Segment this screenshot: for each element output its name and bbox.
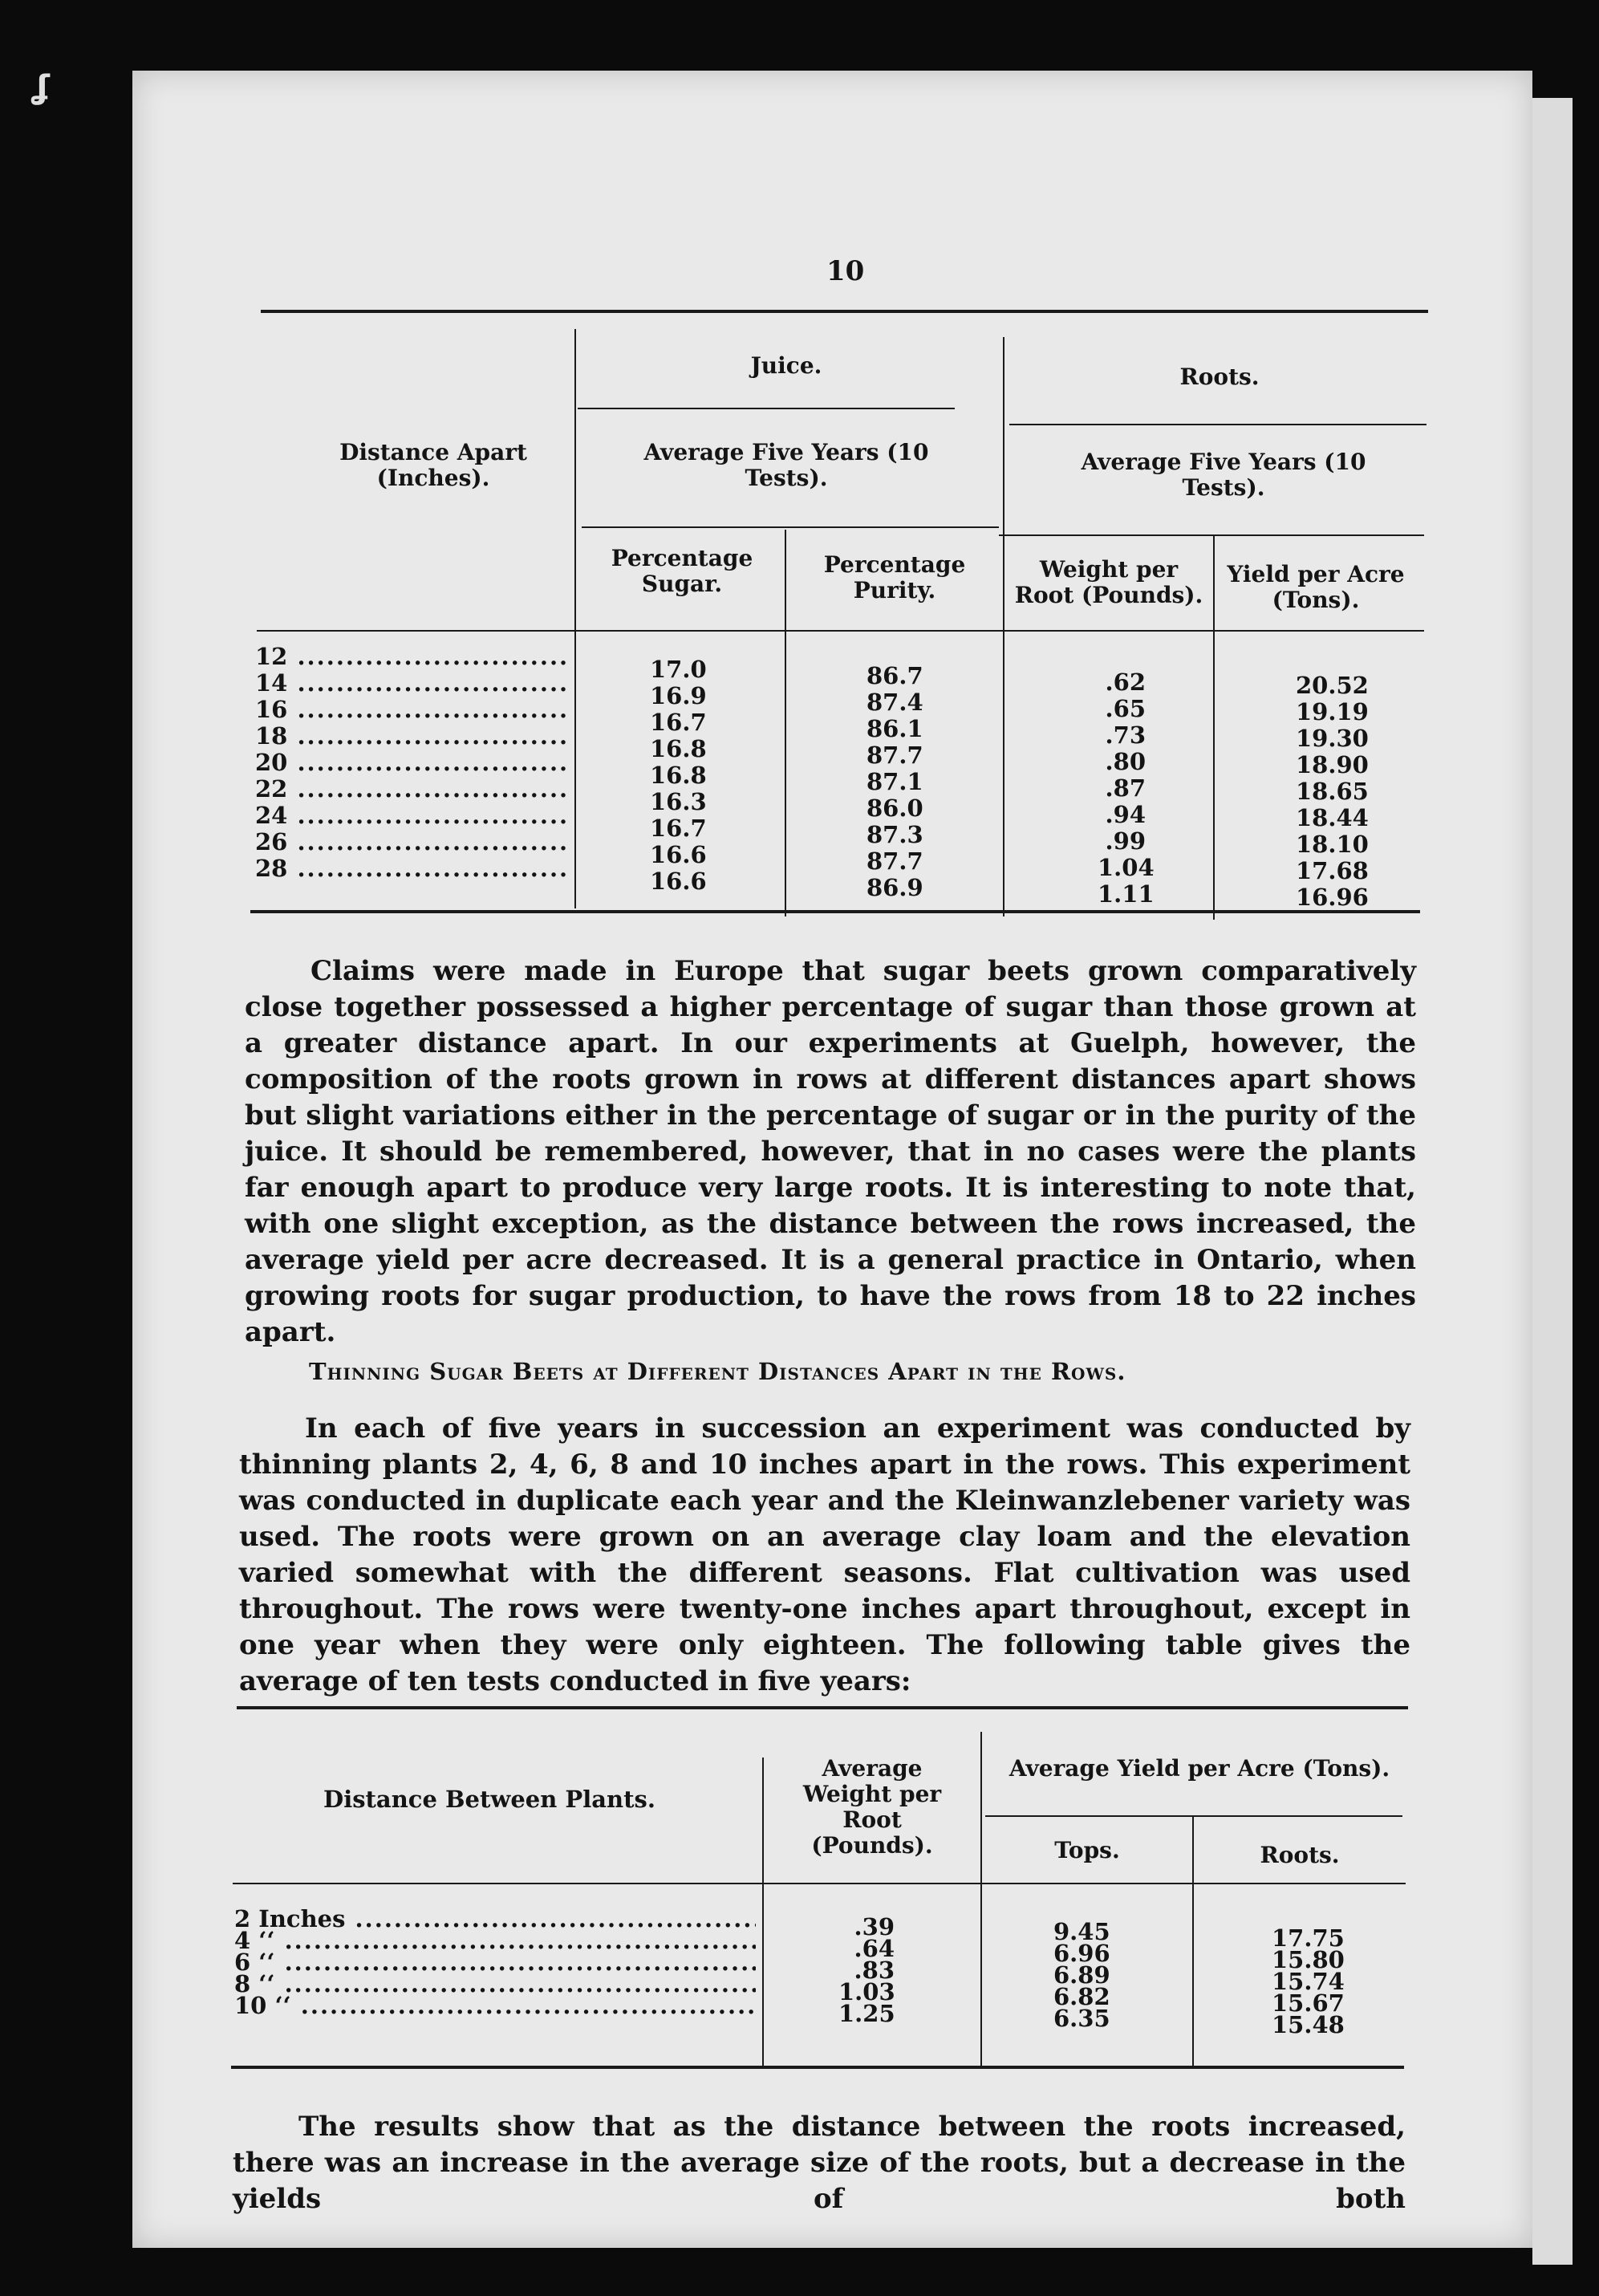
header-weight-per-root: Weight per Root (Pounds). <box>1014 556 1203 608</box>
table-cell: 16.7 <box>650 709 707 736</box>
table-cell: 87.3 <box>866 821 923 848</box>
table-cell: .87 <box>1105 774 1146 802</box>
table-cell: 1.04 <box>1098 854 1155 881</box>
header-tops: Tops. <box>1054 1837 1120 1863</box>
column-distance <box>255 644 568 882</box>
header-average-weight: Average Weight per Root (Pounds). <box>802 1755 942 1859</box>
table-cell: 1.11 <box>1098 880 1155 908</box>
table-cell: 87.7 <box>866 742 923 769</box>
header-average-yield: Average Yield per Acre (Tons). <box>1009 1755 1390 1782</box>
header-roots-average: Average Five Years (10 Tests). <box>1081 449 1366 501</box>
facing-page-edge <box>1532 98 1573 2265</box>
table-cell: 8 ‘‘ ..... <box>234 1973 756 1995</box>
table-cell: 16.7 <box>650 815 707 842</box>
column-plant-distance <box>234 1908 756 2017</box>
table-cell: .39 <box>854 1913 895 1940</box>
scan-corner-mark: ʆ <box>32 69 51 106</box>
table-cell: 86.7 <box>866 662 923 689</box>
table-cell: 10 ‘‘ ..... <box>234 1995 756 2017</box>
table-cell: 18.44 <box>1296 804 1369 831</box>
table-cell: 19.19 <box>1296 698 1369 725</box>
table-cell: .83 <box>854 1957 895 1984</box>
table-cell: 15.48 <box>1272 2011 1345 2038</box>
table-cell: 16.6 <box>650 841 707 868</box>
table-cell: 20 ..... <box>255 750 568 776</box>
page-number: 10 <box>826 255 865 287</box>
table-cell: 6.82 <box>1053 1983 1110 2010</box>
column-roots <box>1272 1924 1345 2038</box>
table-cell: 1.25 <box>838 2000 895 2027</box>
section-heading: Thinning Sugar Beets at Different Distances Apart in the Rows. <box>309 1358 1126 1385</box>
header-distance-apart: Distance Apart (Inches). <box>339 439 527 491</box>
table-cell: 14 ..... <box>255 670 568 697</box>
column-weight <box>1098 668 1155 908</box>
header-juice-average: Average Five Years (10 Tests). <box>643 439 929 491</box>
header-distance-between-plants: Distance Between Plants. <box>323 1786 655 1813</box>
table-cell: 20.52 <box>1296 672 1369 699</box>
table-cell: 15.74 <box>1272 1968 1345 1995</box>
column-purity <box>866 663 923 901</box>
column-sugar <box>650 656 707 895</box>
table-cell: 18 ..... <box>255 723 568 750</box>
table-cell: .64 <box>854 1935 895 1962</box>
header-juice: Juice. <box>750 352 822 379</box>
table-cell: 17.75 <box>1272 1924 1345 1952</box>
table-cell: 16.6 <box>650 868 707 895</box>
table-cell: 86.1 <box>866 715 923 742</box>
table-cell: .94 <box>1105 801 1146 828</box>
column-plant-weight <box>838 1913 895 2027</box>
table-cell: 16 ..... <box>255 697 568 723</box>
table-cell: .99 <box>1105 827 1146 855</box>
table-cell: 6.35 <box>1053 2005 1110 2032</box>
table-cell: 86.0 <box>866 794 923 822</box>
table-cell: 86.9 <box>866 874 923 901</box>
table-cell: 6 ‘‘ ..... <box>234 1952 756 1973</box>
paragraph-claims: Claims were made in Europe that sugar beets grown comparatively close together possessed a higher percentage of sugar than those grown at a greater distance apart. In our experiments at Guelph, however, the composition of the roots grown in rows at different distances apart shows but slight variations either in the percentage of sugar or in the purity of the juice. It should be remembered, however, that in no cases were the plants far enough apart to produce very large roots. It is interesting to note that, with one slight exception, as the distance between the rows increased, the average yield per acre decreased. It is a general practice in Ontario, when growing roots for sugar production, to have the rows from 18 to 22 inches apart. <box>245 955 1416 1348</box>
paragraph-results: The results show that as the distance between the roots increased, there was an increase in the average size of the roots, but a decrease in the yields of both <box>233 2111 1406 2215</box>
header-roots: Roots. <box>1179 364 1260 390</box>
header-percentage-purity: Percentage Purity. <box>823 551 966 603</box>
table-cell: .80 <box>1105 748 1146 775</box>
table-cell: 24 ..... <box>255 803 568 829</box>
table-cell: 12 ..... <box>255 644 568 670</box>
table-cell: 2 Inches ..... <box>234 1908 756 1930</box>
table-cell: 28 ..... <box>255 855 568 882</box>
table-cell: 6.96 <box>1053 1940 1110 1967</box>
table-cell: 16.8 <box>650 735 707 762</box>
table-cell: 6.89 <box>1053 1961 1110 1989</box>
table-cell: 18.10 <box>1296 831 1369 858</box>
table-cell: 87.1 <box>866 768 923 795</box>
table-cell: 4 ‘‘ ..... <box>234 1930 756 1952</box>
paragraph-experiment: In each of five years in succession an experiment was conducted by thinning plants 2, 4, 6, 8 and 10 inches apart in the rows. This experiment was conducted in duplicate each year and the Kleinwanzlebener variety was used. The roots were grown on an average clay loam and the elevation varied somewhat with the different seasons. Flat cultivation was used throughout. The rows were twenty-one inches apart throughout, except in one year when they were only eighteen. The following table gives the average of ten tests conducted in five years: <box>239 1412 1410 1697</box>
table-cell: 18.90 <box>1296 751 1369 778</box>
table-cell: .65 <box>1105 695 1146 722</box>
header-roots-yield: Roots. <box>1260 1842 1340 1868</box>
table-cell: .73 <box>1105 721 1146 749</box>
table-cell: 1.03 <box>838 1978 895 2005</box>
table-cell: 17.0 <box>650 656 707 683</box>
column-tops <box>1053 1918 1110 2032</box>
table-cell: 15.67 <box>1272 1989 1345 2017</box>
table-cell: 22 ..... <box>255 776 568 803</box>
table-cell: 16.8 <box>650 762 707 789</box>
table-cell: .62 <box>1105 668 1146 696</box>
header-yield-per-acre: Yield per Acre (Tons). <box>1227 561 1405 613</box>
table-cell: 16.3 <box>650 788 707 815</box>
header-percentage-sugar: Percentage Sugar. <box>611 545 753 597</box>
table-cell: 16.96 <box>1296 884 1369 911</box>
table-cell: 26 ..... <box>255 829 568 855</box>
table-cell: 15.80 <box>1272 1946 1345 1973</box>
table-cell: 9.45 <box>1053 1918 1110 1945</box>
table-cell: 17.68 <box>1296 857 1369 884</box>
table-cell: 16.9 <box>650 682 707 709</box>
table-cell: 87.7 <box>866 847 923 875</box>
table-cell: 87.4 <box>866 689 923 716</box>
table-cell: 19.30 <box>1296 725 1369 752</box>
table-cell: 18.65 <box>1296 778 1369 805</box>
column-yield <box>1296 673 1369 911</box>
